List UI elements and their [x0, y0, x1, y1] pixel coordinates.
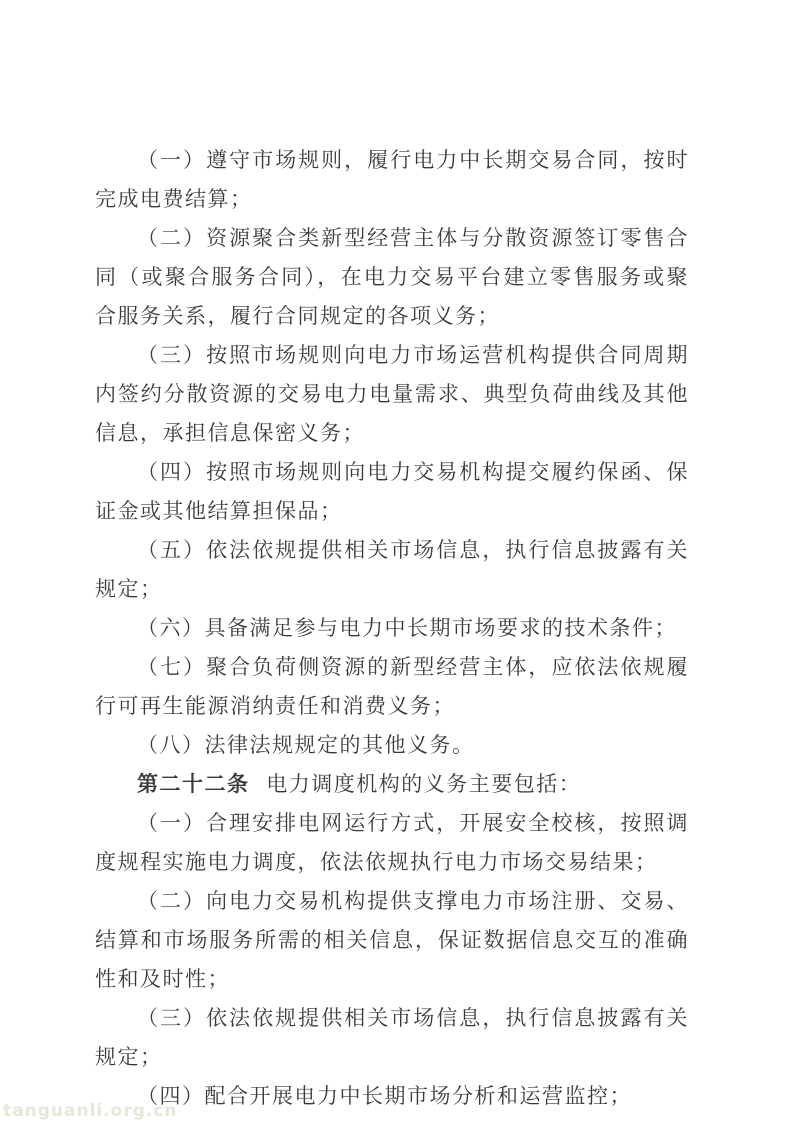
obligation-item: （七）聚合负荷侧资源的新型经营主体，应依法依规履行可再生能源消纳责任和消费义务；	[95, 655, 689, 718]
obligation-item: （二）资源聚合类新型经营主体与分散资源签订零售合同（或聚合服务合同），在电力交易平台建立零售服务或聚合服务关系，履行合同规定的各项义务；	[95, 226, 689, 328]
article-title: 电力调度机构的义务主要包括：	[266, 772, 582, 796]
watermark: tanguanli.org.cn	[3, 1101, 178, 1121]
document-body	[95, 141, 689, 1116]
obligation-item: （八）法律法规规定的其他义务。	[137, 733, 475, 757]
obligation-item: （一）合理安排电网运行方式，开展安全校核，按照调度规程实施电力调度，依法依规执行电力市场交易结果；	[95, 811, 689, 874]
article-22-heading	[95, 765, 689, 804]
obligation-item: （四）按照市场规则向电力交易机构提交履约保函、保证金或其他结算担保品；	[95, 460, 689, 523]
obligation-item: （二）向电力交易机构提供支撑电力市场注册、交易、结算和市场服务所需的相关信息，保证数据信息交互的准确性和及时性；	[95, 889, 689, 991]
obligation-item: （六）具备满足参与电力中长期市场要求的技术条件；	[137, 616, 677, 640]
article-number: 第二十二条	[137, 772, 250, 796]
obligation-item: （三）按照市场规则向电力市场运营机构提供合同周期内签约分散资源的交易电力电量需求、典型负荷曲线及其他信息，承担信息保密义务；	[95, 343, 689, 445]
obligation-item: （五）依法依规提供相关市场信息，执行信息披露有关规定；	[95, 538, 689, 601]
obligation-item: （一）遵守市场规则，履行电力中长期交易合同，按时完成电费结算；	[95, 148, 689, 211]
obligation-item: （四）配合开展电力中长期市场分析和运营监控；	[137, 1084, 632, 1108]
obligation-item: （三）依法依规提供相关市场信息，执行信息披露有关规定；	[95, 1006, 689, 1069]
